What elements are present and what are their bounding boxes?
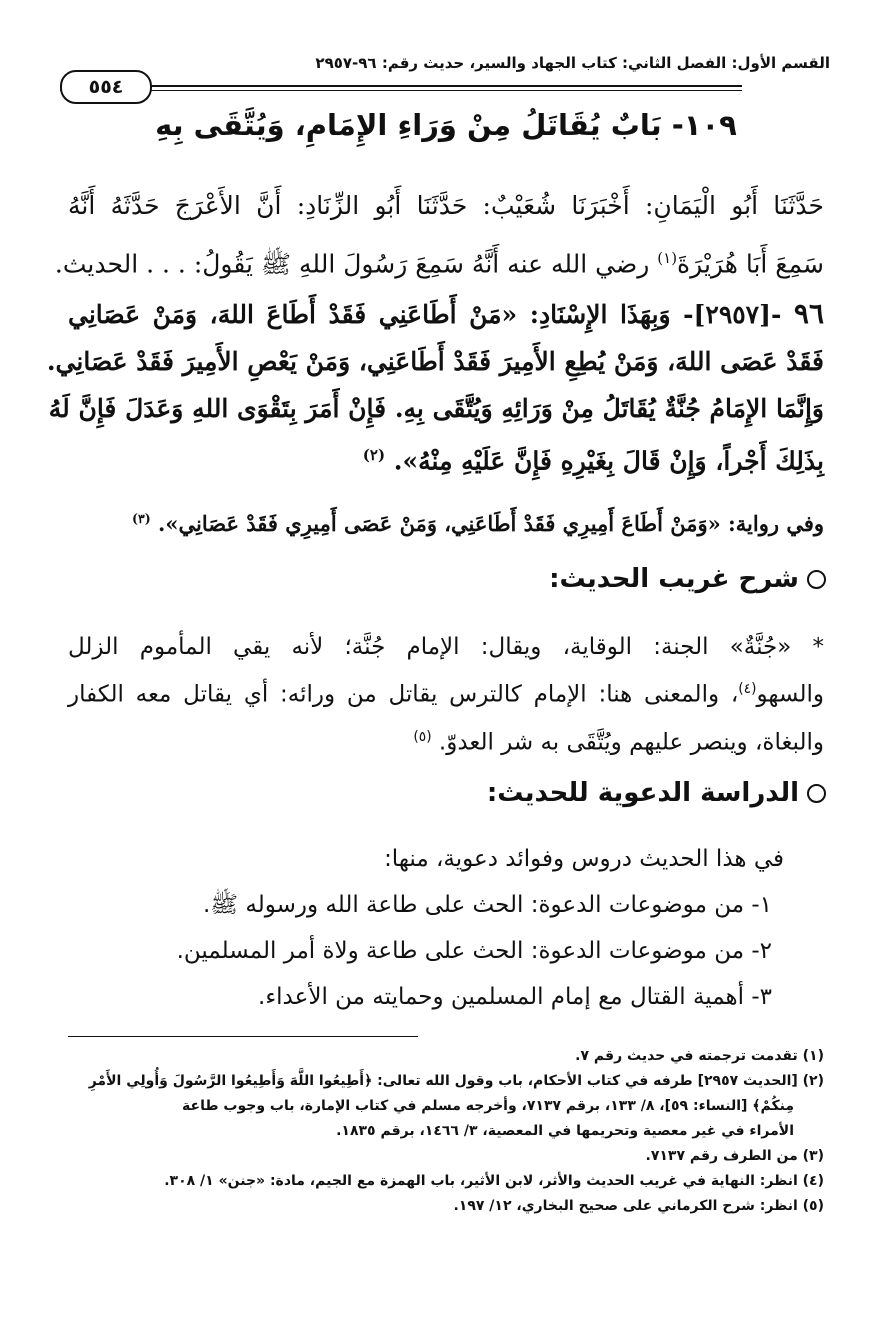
hadith-line-4 (68, 432, 824, 484)
gharib-paragraph (68, 626, 824, 763)
footnote-ref-4[interactable]: (٤) (738, 681, 757, 697)
circle-bullet-icon (807, 570, 826, 589)
hadith-line-3: وَإِنَّمَا الإِمَامُ جُنَّةٌ يُقَاتَلُ مِنْ وَرَائِهِ وَيُتَّقَى بِهِ. فَإِنْ أَمَرَ بِتَقْوَى اللهِ وَعَدَلَ فَإِنَّ لَهُ (48, 394, 824, 423)
hadith-text (46, 290, 824, 484)
hadith-line-1 (68, 290, 824, 338)
gharib-line-2-end: ، والمعنى هنا: الإمام كالترس يقاتل من ورائه: أي يقاتل معه الكفار (68, 681, 739, 708)
footnote-2-cont: الأمراء في غير معصية وتحريمها في المعصية، ٣/ ١٤٦٦، برقم ١٨٣٥. (336, 1123, 794, 1139)
footnote-4: (٤) انظر: النهاية في غريب الحديث والأثر، لابن الأثير، باب الهمزة مع الجيم، مادة: «جنن» ١/ ٣٠٨. (164, 1173, 824, 1189)
running-header: القسم الأول: الفصل الثاني: كتاب الجهاد والسير، حديث رقم: ٩٦-٢٩٥٧ (315, 54, 830, 72)
section-heading-gharib (68, 564, 826, 594)
list-item: ٢- من موضوعات الدعوة: الحث على طاعة ولاة أمر المسلمين. (176, 938, 772, 964)
chapter-title: ١٠٩- بَابٌ يُقَاتَلُ مِنْ وَرَاءِ الإِمَامِ، وَيُتَّقَى بِهِ (155, 108, 737, 142)
footnote-separator (68, 1036, 418, 1037)
footnote-ref-1[interactable]: (١) (657, 249, 678, 267)
gharib-line-2 (68, 668, 824, 716)
gharib-line-2-start: والسهو (756, 681, 824, 708)
gharib-line-3 (68, 716, 824, 764)
section-heading-gharib-text: شرح غريب الحديث: (549, 564, 799, 594)
hadith-line-2: فَقَدْ عَصَى اللهَ، وَمَنْ يُطِعِ الأَمِيرَ فَقَدْ أَطَاعَنِي، وَمَنْ يَعْصِ الأَمِيرَ فَقَدْ عَصَانِي. (46, 347, 824, 376)
footnote-2-cont: مِنكُمْ﴾ [النساء: ٥٩]، ٨/ ١٣٣، برقم ٧١٣٧، وأخرجه مسلم في كتاب الإمارة، باب وجوب طاعة (182, 1098, 794, 1114)
footnote-5: (٥) انظر: شرح الكرماني على صحيح البخاري، ١٢/ ١٩٧. (453, 1198, 824, 1214)
footnotes (66, 1044, 824, 1219)
list-item: ٣- أهمية القتال مع إمام المسلمين وحمايته من الأعداء. (258, 984, 772, 1010)
hadith-line-1-text: -[٢٩٥٧]- وَبِهَذَا الإِسْنَادِ: «مَنْ أَطَاعَنِي فَقَدْ أَطَاعَ اللهَ، وَمَنْ عَصَانِي (68, 300, 782, 329)
isnad-line-2 (54, 232, 824, 290)
section-heading-dawa (68, 778, 826, 808)
section-heading-dawa-text: الدراسة الدعوية للحديث: (486, 778, 799, 808)
footnote-ref-5[interactable]: (٥) (413, 728, 432, 745)
circle-bullet-icon (807, 784, 826, 803)
gharib-line-3-text: والبغاة، وينصر عليهم ويُتَّقَى به شر العدوّ. (438, 729, 824, 756)
riwaya-text: وفي رواية: «وَمَنْ أَطَاعَ أَمِيرِي فَقَدْ أَطَاعَنِي، وَمَنْ عَصَى أَمِيرِي فَقَدْ عَصَانِي». (158, 511, 824, 536)
header-rule (60, 85, 742, 91)
hadith-line-4-text: بِذَلِكَ أَجْراً، وَإِنْ قَالَ بِغَيْرِهِ فَإِنَّ عَلَيْهِ مِنْهُ». (393, 446, 824, 476)
isnad-line-2-start: سَمِعَ أَبَا هُرَيْرَةَ (677, 249, 824, 279)
footnote-3: (٣) من الطرف رقم ٧١٣٧. (645, 1148, 824, 1164)
footnote-1: (١) تقدمت ترجمته في حديث رقم ٧. (575, 1048, 824, 1064)
dawa-intro: في هذا الحديث دروس وفوائد دعوية، منها: (384, 846, 784, 872)
dawa-list (68, 836, 892, 1020)
page-number: ٥٥٤ (60, 70, 152, 104)
list-item: ١- من موضوعات الدعوة: الحث على طاعة الله ورسوله ﷺ. (202, 892, 772, 918)
isnad-line-1: حَدَّثَنَا أَبُو الْيَمَانِ: أَخْبَرَنَا شُعَيْبٌ: حَدَّثَنَا أَبُو الزِّنَادِ: أَنَّ الأَعْرَجَ حَدَّثَهُ أَنَّهُ (68, 191, 824, 220)
gharib-line-1: * «جُنَّةٌ» الجنة: الوقاية، ويقال: الإمام جُنَّة؛ لأنه يقي المأموم الزلل (68, 634, 824, 660)
footnote-ref-2[interactable]: (٢) (362, 446, 386, 464)
isnad-line-2-end: رضي الله عنه أَنَّهُ سَمِعَ رَسُولَ اللهِ ﷺ يَقُولُ: . . . الحديث. (54, 249, 650, 279)
riwaya-text-line (68, 502, 824, 541)
riwaya-line (68, 502, 824, 541)
isnad-paragraph (54, 180, 824, 290)
hadith-number: ٩٦ (793, 297, 824, 330)
footnote-ref-3[interactable]: (٣) (132, 511, 151, 526)
footnote-2: (٢) [الحديث ٢٩٥٧] طرفه في كتاب الأحكام، باب وقول الله تعالى: ﴿أَطِيعُوا اللَّهَ وَأَطِيعُوا الرَّسُولَ وَأُولِي الأَمْرِ (88, 1073, 824, 1089)
